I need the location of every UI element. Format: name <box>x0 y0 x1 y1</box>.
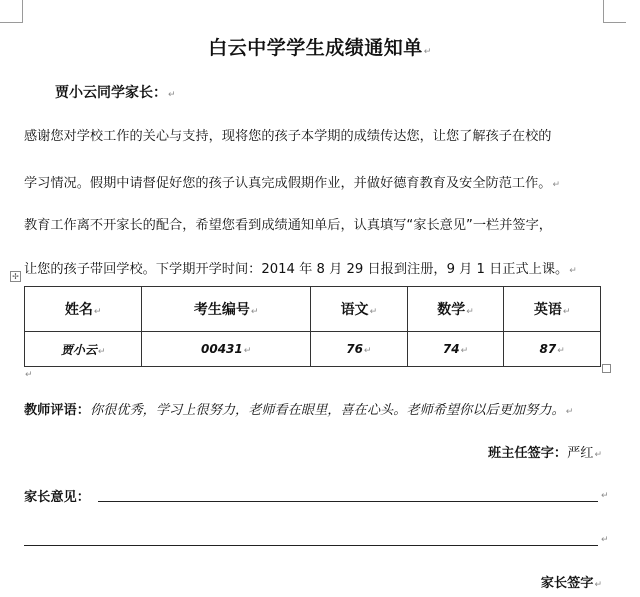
table-resize-handle[interactable] <box>602 364 611 373</box>
grades-table[interactable] <box>24 286 601 367</box>
table-row <box>25 332 601 367</box>
teacher-comment-text: 你很优秀，学习上很努力，老师看在眼里，喜在心头。老师希望你以后更加努力。 <box>89 403 565 418</box>
header-cell-name[interactable]: 姓名↵ <box>25 287 142 332</box>
cell-mark: ↵ <box>557 346 565 356</box>
page-corner-mark-top-right <box>603 0 626 23</box>
parent-signature[interactable] <box>541 572 602 591</box>
cell-mark: ↵ <box>562 307 571 317</box>
cell-name[interactable]: 贾小云↵ <box>25 332 142 367</box>
header-cell-chinese[interactable]: 语文↵ <box>311 287 408 332</box>
paragraph-mark: ↵ <box>601 535 609 545</box>
cell-chinese-score[interactable]: 76↵ <box>311 332 408 367</box>
paragraph-mark: ↵ <box>168 90 176 100</box>
cell-mark: ↵ <box>466 307 474 317</box>
greeting-line[interactable]: 贾小云同学家长：↵ <box>55 85 176 101</box>
cell-mark: ↵ <box>363 346 372 356</box>
parent-opinion-label: 家长意见： <box>24 490 90 505</box>
teacher-signature-name: 严红 <box>567 446 594 461</box>
header-cell-exam-id[interactable]: 考生编号↵ <box>142 287 311 332</box>
cell-mark: ↵ <box>460 346 469 356</box>
header-cell-english[interactable]: 英语↵ <box>504 287 601 332</box>
paragraph-mark: ↵ <box>565 407 574 417</box>
empty-paragraph-mark: ↵ <box>25 370 33 380</box>
page-corner-mark-top-left <box>0 0 23 23</box>
body-line-2[interactable]: 学习情况。假期中请督促好您的孩子认真完成假期作业，并做好德育教育及安全防范工作。↵ <box>24 176 561 191</box>
parent-opinion-line-1[interactable] <box>98 501 598 502</box>
table-move-handle-icon[interactable]: ✢ <box>10 271 21 282</box>
paragraph-mark: ↵ <box>423 47 432 57</box>
cell-mark: ↵ <box>243 346 252 356</box>
teacher-signature[interactable] <box>488 442 602 461</box>
cell-exam-id[interactable]: 00431↵ <box>142 332 311 367</box>
paragraph-mark: ↵ <box>601 491 609 501</box>
table-header-row <box>25 287 601 332</box>
cell-mark: ↵ <box>250 307 259 317</box>
cell-mark: ↵ <box>97 346 106 357</box>
body-line-3[interactable]: 教育工作离不开家长的配合，希望您看到成绩通知单后，认真填写“家长意见”一栏并签字， <box>24 218 552 233</box>
cell-mark: ↵ <box>369 307 378 317</box>
body-line-1[interactable]: 感谢您对学校工作的关心与支持，现将您的孩子本学期的成绩传达您，让您了解孩子在校的 <box>24 129 552 144</box>
teacher-signature-label: 班主任签字： <box>487 446 568 461</box>
body-line-4[interactable]: 让您的孩子带回学校。下学期开学时间：2014 年 8 月 29 日报到注册，9 月 1 日正式上课。↵ <box>24 262 577 277</box>
parent-signature-label: 家长签字 <box>540 576 594 591</box>
teacher-comment-label: 教师评语： <box>24 403 90 418</box>
paragraph-mark: ↵ <box>594 580 602 590</box>
paragraph-mark: ↵ <box>569 266 577 276</box>
teacher-comment[interactable] <box>24 399 573 418</box>
cell-mark: ↵ <box>93 307 102 317</box>
paragraph-mark: ↵ <box>594 450 602 460</box>
cell-math-score[interactable]: 74↵ <box>407 332 504 367</box>
paragraph-mark: ↵ <box>552 180 561 190</box>
cell-english-score[interactable]: 87↵ <box>504 332 601 367</box>
document-title[interactable]: 白云中学学生成绩通知单↵ <box>208 37 432 59</box>
parent-opinion-line-2[interactable] <box>24 545 598 546</box>
header-cell-math[interactable]: 数学↵ <box>407 287 504 332</box>
